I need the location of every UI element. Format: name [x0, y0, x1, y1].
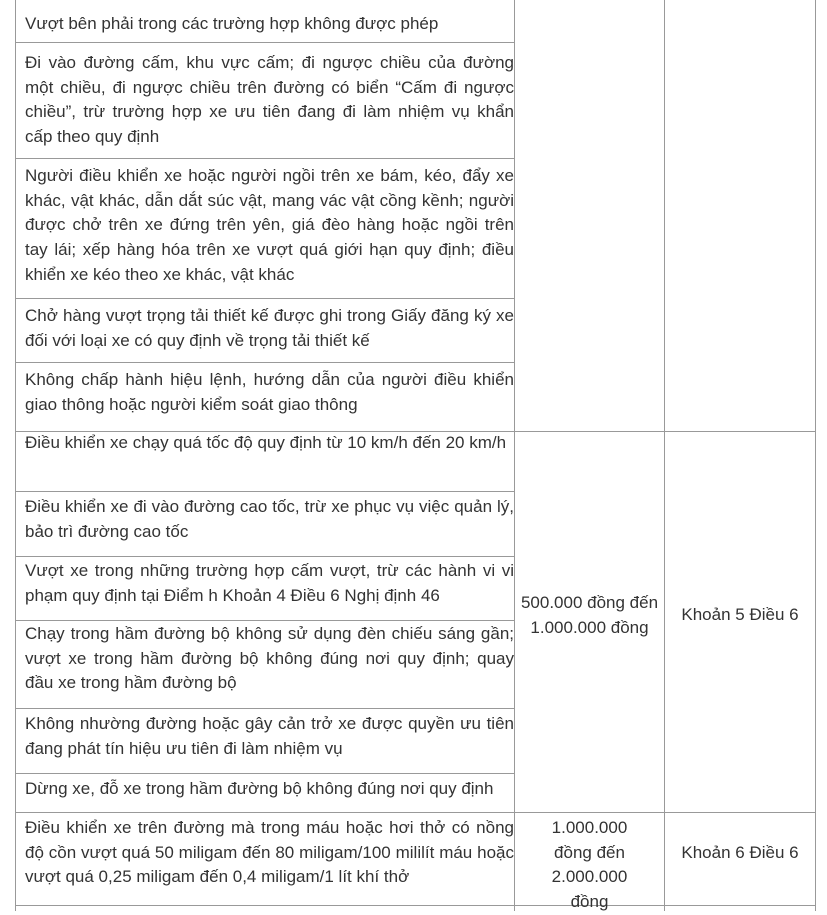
row-divider [15, 298, 515, 299]
row-divider [15, 491, 515, 492]
fine-amount: 500.000 đồng đến 1.000.000 đồng [520, 593, 659, 637]
table-row: Chở hàng vượt trọng tải thiết kế được ghi trong Giấy đăng ký xe đối với loại xe có quy định về trọng tải thiết kế [25, 306, 514, 350]
table-row: Không chấp hành hiệu lệnh, hướng dẫn của người điều khiển giao thông hoặc người kiểm soát giao thông [25, 370, 514, 414]
legal-clause: Khoản 6 Điều 6 [681, 843, 799, 862]
row-divider [15, 620, 515, 621]
group-divider [15, 812, 816, 813]
table-column-divider [664, 0, 665, 911]
table-row: Không nhường đường hoặc gây cản trở xe được quyền ưu tiên đang phát tín hiệu ưu tiên đi làm nhiệm vụ [25, 714, 514, 758]
legal-clause: Khoản 5 Điều 6 [681, 605, 799, 624]
row-divider [15, 42, 515, 43]
row-divider [15, 158, 515, 159]
table-row: Vượt bên phải trong các trường hợp không được phép [25, 14, 439, 33]
table-row: Điều khiển xe trên đường mà trong máu hoặc hơi thở có nồng độ cồn vượt quá 50 miligam đến 80 miligam/100 mililít máu hoặc vượt quá 0,25 miligam đến 0,4 miligam/1 lít khí thở [25, 818, 514, 887]
table-row: Chạy trong hầm đường bộ không sử dụng đèn chiếu sáng gần; vượt xe trong hầm đường bộ không đúng nơi quy định; quay đầu xe trong hầm đường bộ [25, 624, 514, 693]
table-row: Điều khiển xe đi vào đường cao tốc, trừ xe phục vụ việc quản lý, bảo trì đường cao tốc [25, 497, 514, 541]
table-row: Dừng xe, đỗ xe trong hầm đường bộ không đúng nơi quy định [25, 779, 494, 798]
table-row: Đi vào đường cấm, khu vực cấm; đi ngược chiều của đường một chiều, đi ngược chiều trên đường có biển “Cấm đi ngược chiều”, trừ trường hợp xe ưu tiên đang đi làm nhiệm vụ khẩn cấp theo quy định [25, 53, 514, 147]
row-divider [15, 362, 515, 363]
table-border-left [15, 0, 16, 911]
table-border-right [815, 0, 816, 911]
table-row: Người điều khiển xe hoặc người ngồi trên xe bám, kéo, đẩy xe khác, vật khác, dẫn dắt súc vật, mang vác vật cồng kềnh; người được chở trên xe đứng trên yên, giá đèo hàng hoặc ngồi trên tay lái; xếp hàng hóa trên xe vượt quá giới hạn quy định; điều khiển xe kéo theo xe khác, vật khác [25, 166, 514, 284]
group-divider [15, 905, 816, 906]
table-column-divider [514, 0, 515, 911]
row-divider [15, 556, 515, 557]
row-divider [15, 773, 515, 774]
table-row: Điều khiển xe chạy quá tốc độ quy định từ 10 km/h đến 20 km/h [25, 433, 507, 452]
fine-amount: 1.000.000 đồng đến 2.000.000 đồng [551, 818, 628, 912]
row-divider [15, 708, 515, 709]
table-row: Vượt xe trong những trường hợp cấm vượt, trừ các hành vi vi phạm quy định tại Điểm h Khoản 4 Điều 6 Nghị định 46 [25, 561, 514, 605]
